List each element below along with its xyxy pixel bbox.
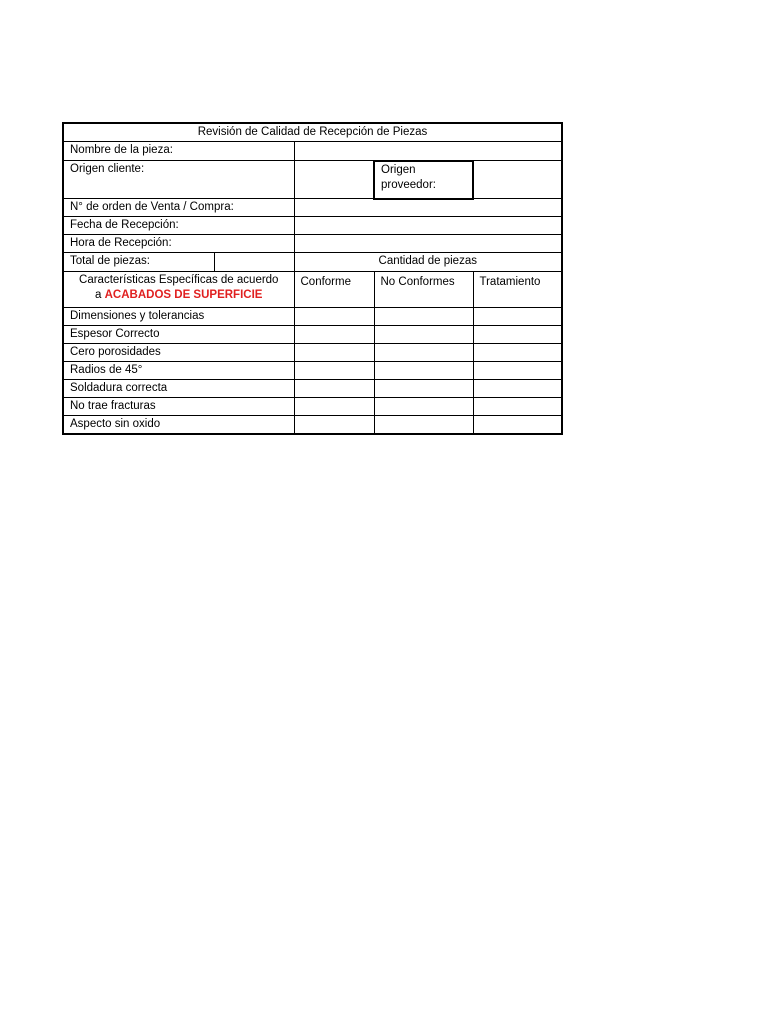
fecha-label: Fecha de Recepción: bbox=[63, 217, 294, 235]
total-label: Total de piezas: bbox=[63, 253, 214, 272]
table-row bbox=[63, 380, 562, 398]
conforme-cell[interactable] bbox=[294, 344, 374, 362]
conforme-cell[interactable] bbox=[294, 362, 374, 380]
table-row bbox=[63, 326, 562, 344]
quality-form-sheet bbox=[62, 122, 561, 436]
caracteristicas-header bbox=[63, 272, 294, 308]
origen-row bbox=[63, 161, 562, 199]
item-label: Soldadura correcta bbox=[63, 380, 294, 398]
tratamiento-cell[interactable] bbox=[473, 326, 562, 344]
origen-proveedor-label-line1: Origen bbox=[381, 163, 416, 176]
no-conformes-cell[interactable] bbox=[374, 398, 473, 416]
table-row bbox=[63, 362, 562, 380]
conforme-cell[interactable] bbox=[294, 398, 374, 416]
nombre-pieza-label: Nombre de la pieza: bbox=[63, 142, 294, 161]
quality-form-table bbox=[62, 122, 563, 435]
title-row bbox=[63, 123, 562, 142]
total-field[interactable] bbox=[214, 253, 294, 272]
header-row bbox=[63, 272, 562, 308]
orden-field[interactable] bbox=[294, 199, 562, 217]
hora-field[interactable] bbox=[294, 235, 562, 253]
caracteristicas-header-a: a bbox=[95, 289, 105, 301]
item-label: No trae fracturas bbox=[63, 398, 294, 416]
nombre-pieza-field[interactable] bbox=[294, 142, 562, 161]
tratamiento-cell[interactable] bbox=[473, 416, 562, 435]
item-label: Espesor Correcto bbox=[63, 326, 294, 344]
table-row bbox=[63, 344, 562, 362]
no-conformes-cell[interactable] bbox=[374, 380, 473, 398]
tratamiento-header: Tratamiento bbox=[473, 272, 562, 308]
fecha-field[interactable] bbox=[294, 217, 562, 235]
acabados-superficie-label: ACABADOS DE SUPERFICIE bbox=[104, 289, 263, 301]
fecha-row bbox=[63, 217, 562, 235]
item-label: Cero porosidades bbox=[63, 344, 294, 362]
tratamiento-cell[interactable] bbox=[473, 380, 562, 398]
tratamiento-cell[interactable] bbox=[473, 362, 562, 380]
conforme-header: Conforme bbox=[294, 272, 374, 308]
conforme-cell[interactable] bbox=[294, 308, 374, 326]
table-row bbox=[63, 308, 562, 326]
tratamiento-cell[interactable] bbox=[473, 344, 562, 362]
origen-proveedor-label-line2: proveedor: bbox=[381, 178, 436, 191]
conforme-cell[interactable] bbox=[294, 326, 374, 344]
conforme-cell[interactable] bbox=[294, 416, 374, 435]
conforme-cell[interactable] bbox=[294, 380, 374, 398]
origen-cliente-label: Origen cliente: bbox=[63, 161, 294, 199]
table-row bbox=[63, 398, 562, 416]
table-row bbox=[63, 416, 562, 435]
orden-row bbox=[63, 199, 562, 217]
total-row bbox=[63, 253, 562, 272]
no-conformes-cell[interactable] bbox=[374, 362, 473, 380]
no-conformes-cell[interactable] bbox=[374, 416, 473, 435]
origen-proveedor-field[interactable] bbox=[473, 161, 562, 199]
tratamiento-cell[interactable] bbox=[473, 308, 562, 326]
no-conformes-cell[interactable] bbox=[374, 344, 473, 362]
no-conformes-header: No Conformes bbox=[374, 272, 473, 308]
form-title: Revisión de Calidad de Recepción de Piezas bbox=[63, 123, 562, 142]
caracteristicas-header-line2 bbox=[70, 288, 288, 303]
item-label: Radios de 45° bbox=[63, 362, 294, 380]
tratamiento-cell[interactable] bbox=[473, 398, 562, 416]
cantidad-label: Cantidad de piezas bbox=[294, 253, 562, 272]
hora-row bbox=[63, 235, 562, 253]
origen-proveedor-label bbox=[374, 161, 473, 199]
hora-label: Hora de Recepción: bbox=[63, 235, 294, 253]
orden-label: N° de orden de Venta / Compra: bbox=[63, 199, 294, 217]
no-conformes-cell[interactable] bbox=[374, 308, 473, 326]
no-conformes-cell[interactable] bbox=[374, 326, 473, 344]
caracteristicas-header-line1: Características Específicas de acuerdo bbox=[79, 274, 279, 286]
item-label: Dimensiones y tolerancias bbox=[63, 308, 294, 326]
origen-cliente-field[interactable] bbox=[294, 161, 374, 199]
nombre-row bbox=[63, 142, 562, 161]
item-label: Aspecto sin oxido bbox=[63, 416, 294, 435]
